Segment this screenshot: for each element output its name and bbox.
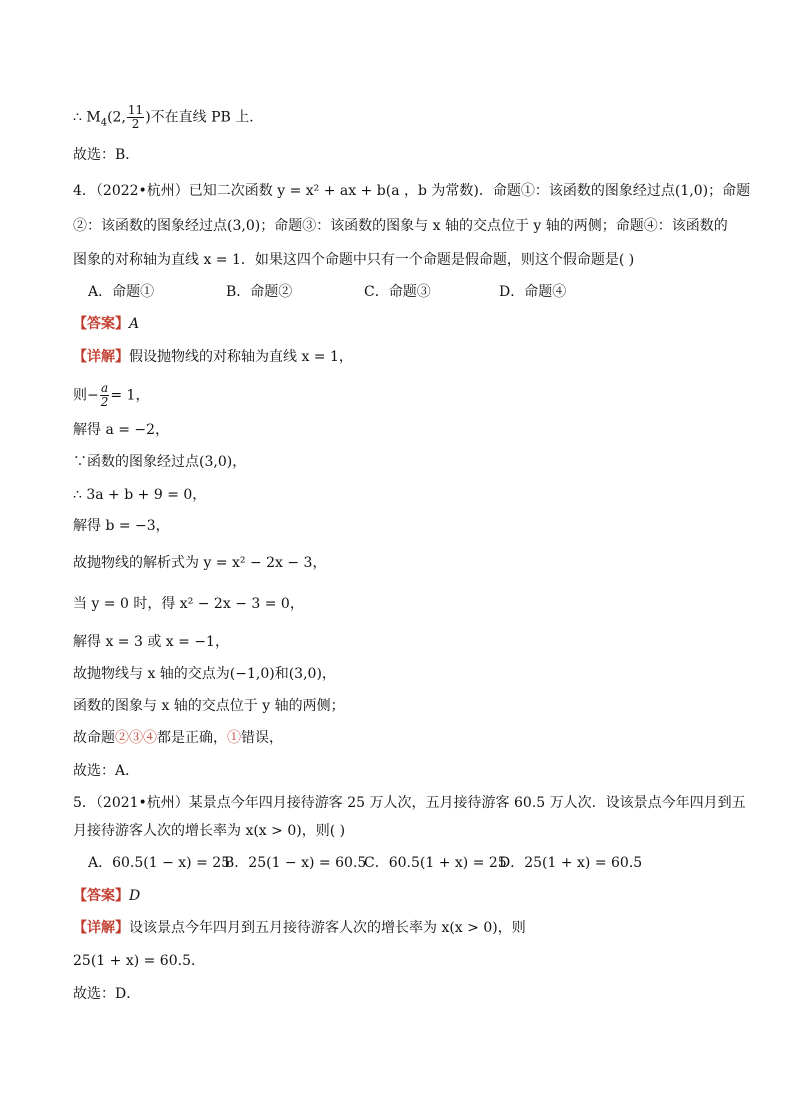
solution-step: 函数的图象与 x 轴的交点位于 y 轴的两侧； bbox=[73, 698, 345, 714]
question-5-text-1: 5．（2021•杭州）某景点今年四月接待游客 25 万人次，五月接待游客 60.5 万人次．设该景点今年四月到五 bbox=[73, 795, 746, 811]
option-d: D．命题④ bbox=[499, 284, 567, 300]
fraction-denominator: 2 bbox=[131, 117, 140, 131]
fraction-numerator: 11 bbox=[127, 103, 144, 117]
option-c: C．命题③ bbox=[364, 284, 431, 300]
text-segment: 都是正确， bbox=[157, 730, 227, 746]
solution-step: 故抛物线与 x 轴的交点为(−1,0)和(3,0)， bbox=[73, 666, 336, 682]
detail-text: 假设抛物线的对称轴为直线 x = 1， bbox=[129, 349, 353, 365]
detail-line bbox=[73, 918, 526, 938]
option-b: B．25(1 − x) = 60.5 bbox=[224, 855, 367, 871]
question-4-options bbox=[88, 282, 566, 302]
fraction bbox=[100, 382, 110, 409]
answer-value: A bbox=[129, 316, 140, 332]
answer-label: 【答案】 bbox=[73, 888, 129, 904]
solution-step: 解得 x = 3 或 x = −1， bbox=[73, 634, 229, 650]
answer-label: 【答案】 bbox=[73, 316, 129, 332]
text-segment: ∴ M bbox=[73, 109, 101, 126]
solution-step: 解得 b = −3， bbox=[73, 518, 170, 534]
question-4-text-3: 图象的对称轴为直线 x = 1．如果这四个命题中只有一个命题是假命题，则这个假命题是( ) bbox=[73, 252, 635, 268]
text-segment: )不在直线 PB 上． bbox=[145, 109, 264, 126]
answer-line bbox=[73, 886, 140, 906]
detail-label: 【详解】 bbox=[73, 349, 129, 365]
text-segment: 则− bbox=[73, 387, 99, 404]
question-5-text-2: 月接待游客人次的增长率为 x(x > 0)，则( ) bbox=[73, 823, 346, 839]
answer-choice-line: 故选：B． bbox=[73, 147, 140, 163]
solution-step: 故抛物线的解析式为 y = x² − 2x − 3， bbox=[73, 555, 327, 571]
solution-step: 25(1 + x) = 60.5． bbox=[73, 953, 205, 969]
text-segment: 故命题 bbox=[73, 730, 115, 746]
option-c: C．60.5(1 + x) = 25 bbox=[364, 855, 507, 871]
text-segment: (2, bbox=[107, 109, 126, 126]
detail-line bbox=[73, 347, 353, 367]
option-a: A．60.5(1 − x) = 25 bbox=[88, 855, 231, 871]
option-b: B．命题② bbox=[226, 284, 293, 300]
answer-choice-line: 故选：A． bbox=[73, 763, 140, 779]
solution-step: ∴ 3a + b + 9 = 0， bbox=[73, 487, 207, 503]
text-segment: 错误， bbox=[241, 730, 283, 746]
detail-text: 设该景点今年四月到五月接待游客人次的增长率为 x(x > 0)，则 bbox=[129, 920, 526, 936]
conclusion-line bbox=[73, 104, 263, 133]
answer-line bbox=[73, 314, 139, 334]
answer-value: D bbox=[129, 888, 141, 904]
question-4-text-1: 4．（2022•杭州）已知二次函数 y = x² + ax + b(a ，b 为常数)．命题①：该函数的图象经过点(1,0)；命题 bbox=[73, 183, 751, 199]
highlighted-propositions: ②③④ bbox=[115, 730, 157, 746]
highlighted-proposition: ① bbox=[227, 730, 241, 746]
solution-step bbox=[73, 382, 149, 409]
solution-step: ∵函数的图象经过点(3,0)， bbox=[73, 454, 247, 470]
fraction-numerator: a bbox=[100, 381, 109, 395]
solution-step: 解得 a = −2， bbox=[73, 422, 170, 438]
fraction-denominator: 2 bbox=[100, 395, 109, 409]
solution-step bbox=[73, 728, 283, 748]
subscript: 4 bbox=[100, 117, 108, 129]
text-segment: = 1， bbox=[110, 387, 150, 404]
detail-label: 【详解】 bbox=[73, 920, 129, 936]
question-4-text-2: ②：该函数的图象经过点(3,0)；命题③：该函数的图象与 x 轴的交点位于 y 轴的两侧；命题④：该函数的 bbox=[73, 218, 728, 234]
option-a: A．命题① bbox=[88, 284, 155, 300]
question-5-options bbox=[88, 853, 642, 873]
fraction bbox=[127, 104, 144, 131]
answer-choice-line: 故选：D． bbox=[73, 986, 141, 1002]
solution-step: 当 y = 0 时，得 x² − 2x − 3 = 0， bbox=[73, 596, 304, 612]
option-d: D．25(1 + x) = 60.5 bbox=[499, 855, 643, 871]
